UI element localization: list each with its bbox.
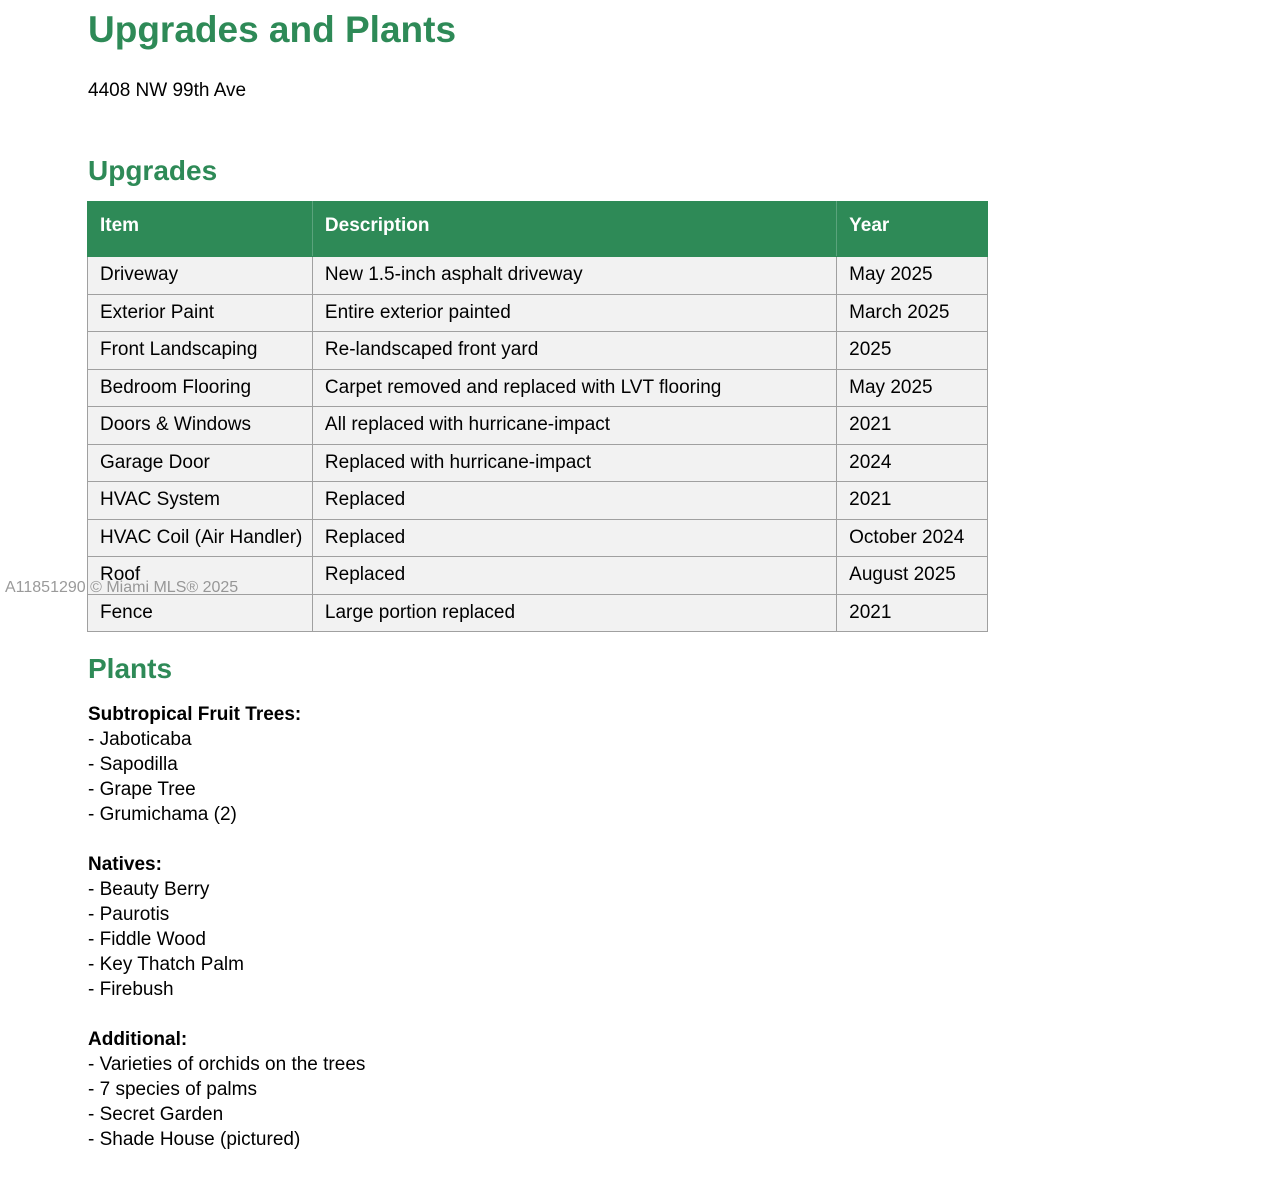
table-row [88, 257, 988, 295]
cell-item: Fence [88, 594, 313, 632]
table-row [88, 519, 988, 557]
cell-item: HVAC Coil (Air Handler) [88, 519, 313, 557]
cell-description: New 1.5-inch asphalt driveway [312, 257, 836, 295]
plant-list-item: - Beauty Berry [88, 879, 210, 900]
cell-description: Replaced [312, 482, 836, 520]
plants-list [88, 702, 365, 1177]
table-row [88, 482, 988, 520]
cell-description: Replaced with hurricane-impact [312, 444, 836, 482]
plant-list-item: - Paurotis [88, 904, 170, 925]
plant-list-item: - Firebush [88, 979, 174, 1000]
plant-list-item: - Grumichama (2) [88, 804, 237, 825]
cell-description: Re-landscaped front yard [312, 332, 836, 370]
plant-group-title: Subtropical Fruit Trees: [88, 704, 302, 725]
cell-year: October 2024 [837, 519, 988, 557]
cell-item: HVAC System [88, 482, 313, 520]
cell-item: Driveway [88, 257, 313, 295]
plant-list-item: - Grape Tree [88, 779, 196, 800]
cell-description: Entire exterior painted [312, 294, 836, 332]
cell-year: 2021 [837, 482, 988, 520]
table-row [88, 332, 988, 370]
plant-list-item: - Sapodilla [88, 754, 178, 775]
plant-list-item: - Jaboticaba [88, 729, 192, 750]
mls-watermark: A11851290 © Miami MLS® 2025 [5, 579, 239, 596]
property-address: 4408 NW 99th Ave [88, 80, 247, 101]
table-row [88, 369, 988, 407]
plant-group [88, 1027, 365, 1152]
cell-year: May 2025 [837, 257, 988, 295]
cell-year: 2024 [837, 444, 988, 482]
plant-list-item: - Key Thatch Palm [88, 954, 244, 975]
column-header-year: Year [837, 202, 988, 257]
cell-description: All replaced with hurricane-impact [312, 407, 836, 445]
plant-list-item: - Secret Garden [88, 1104, 224, 1125]
plant-group-title: Natives: [88, 854, 162, 875]
plant-list-item: - Varieties of orchids on the trees [88, 1054, 366, 1075]
plant-group-title: Additional: [88, 1029, 188, 1050]
cell-year: 2025 [837, 332, 988, 370]
cell-year: March 2025 [837, 294, 988, 332]
column-header-description: Description [312, 202, 836, 257]
plant-group [88, 702, 365, 827]
cell-description: Carpet removed and replaced with LVT flooring [312, 369, 836, 407]
upgrades-heading: Upgrades [88, 155, 218, 186]
page-title: Upgrades and Plants [88, 9, 457, 50]
cell-item: Doors & Windows [88, 407, 313, 445]
cell-item: Garage Door [88, 444, 313, 482]
column-header-item: Item [88, 202, 313, 257]
plants-heading: Plants [88, 653, 173, 684]
cell-year: 2021 [837, 594, 988, 632]
plant-list-item: - Fiddle Wood [88, 929, 206, 950]
upgrades-table [87, 201, 988, 632]
cell-year: 2021 [837, 407, 988, 445]
plant-list-item: - 7 species of palms [88, 1079, 257, 1100]
cell-item: Exterior Paint [88, 294, 313, 332]
table-row [88, 444, 988, 482]
plant-list-item: - Shade House (pictured) [88, 1129, 301, 1150]
cell-description: Replaced [312, 557, 836, 595]
cell-description: Large portion replaced [312, 594, 836, 632]
cell-item: Bedroom Flooring [88, 369, 313, 407]
table-row [88, 407, 988, 445]
table-header-row [88, 202, 988, 257]
table-row [88, 594, 988, 632]
plant-group [88, 852, 365, 1002]
cell-year: August 2025 [837, 557, 988, 595]
table-row [88, 294, 988, 332]
cell-item: Front Landscaping [88, 332, 313, 370]
cell-item: Roof [88, 557, 313, 595]
cell-description: Replaced [312, 519, 836, 557]
cell-year: May 2025 [837, 369, 988, 407]
